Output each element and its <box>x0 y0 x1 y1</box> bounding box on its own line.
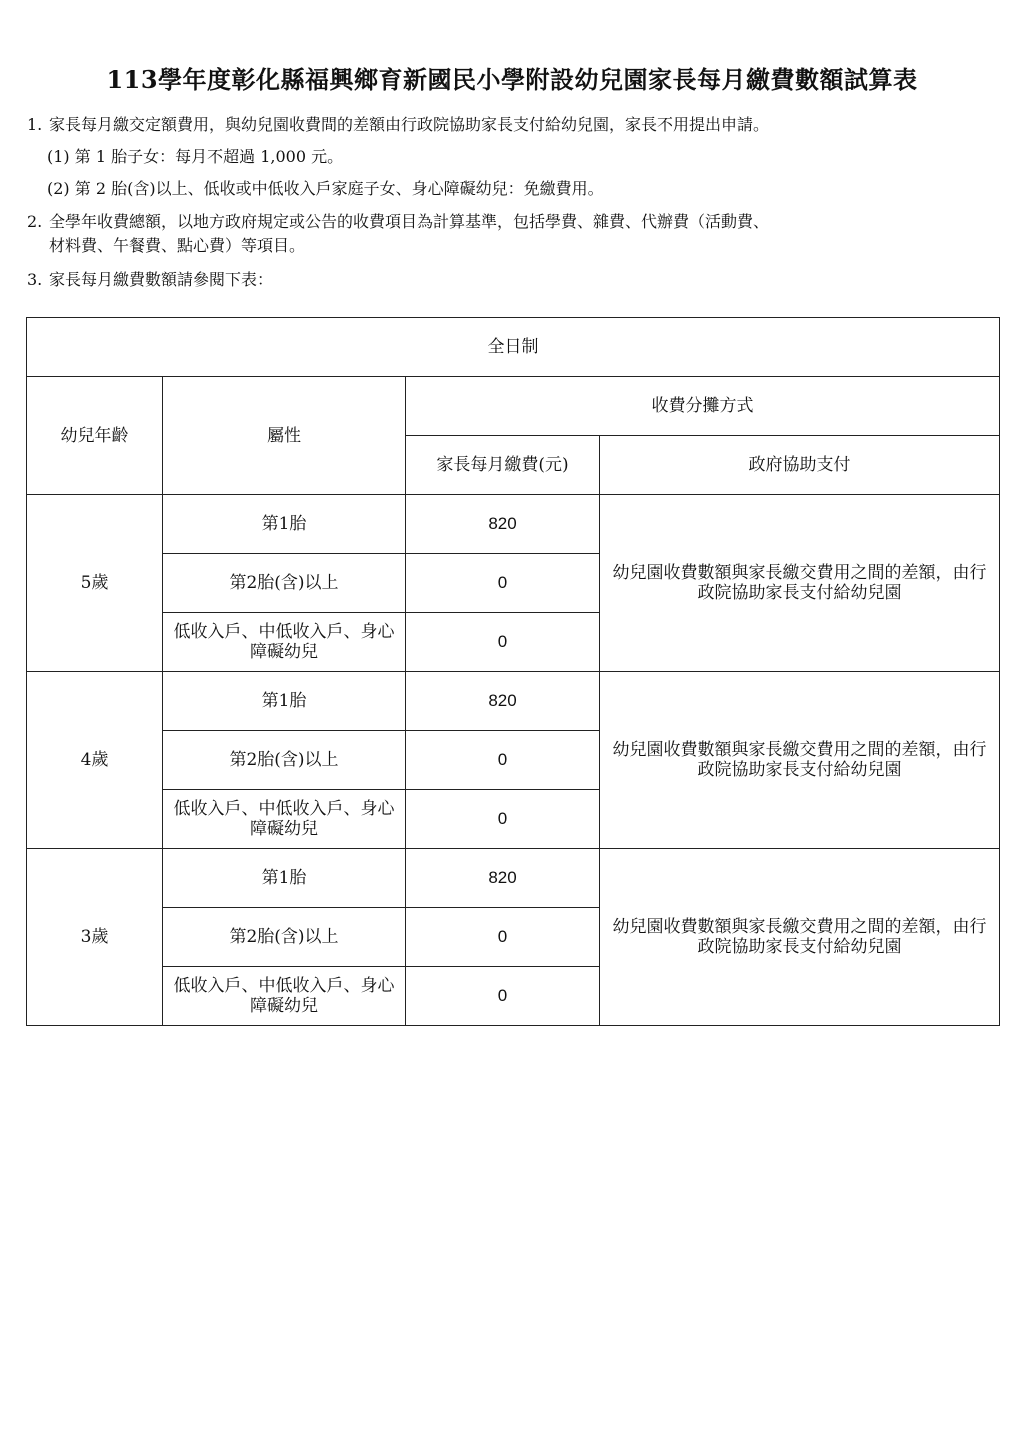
note-1 <box>27 114 769 136</box>
parent-fee-cell: 0 <box>406 908 600 967</box>
attribute-cell: 第2胎(含)以上 <box>163 554 406 613</box>
table-row <box>27 849 1000 908</box>
fee-table <box>26 317 1000 1026</box>
gov-pay-cell: 幼兒園收費數額與家長繳交費用之間的差額，由行政院協助家長支付給幼兒園 <box>600 495 1000 672</box>
parent-fee-cell: 820 <box>406 495 600 554</box>
note-1-number: 1. <box>27 115 43 134</box>
note-2-text-cont: 材料費、午餐費、點心費）等項目。 <box>49 236 306 255</box>
document-title: 113學年度彰化縣福興鄉育新國民小學附設幼兒園家長每月繳費數額試算表 <box>106 65 918 94</box>
note-1-sub-1: (1) 第 1 胎子女：每月不超過 1,000 元。 <box>47 147 344 166</box>
note-2 <box>27 211 769 233</box>
attribute-cell: 第1胎 <box>163 672 406 731</box>
note-3-number: 3. <box>27 270 43 289</box>
note-3-text: 家長每月繳費數額請參閱下表： <box>49 270 274 289</box>
parent-fee-cell: 0 <box>406 554 600 613</box>
header-age: 幼兒年齡 <box>27 377 163 495</box>
parent-fee-cell: 0 <box>406 790 600 849</box>
note-3 <box>27 269 273 291</box>
parent-fee-cell: 820 <box>406 672 600 731</box>
header-attribute: 屬性 <box>163 377 406 495</box>
table-caption-row <box>27 318 1000 377</box>
attribute-cell: 第2胎(含)以上 <box>163 731 406 790</box>
attribute-cell: 第1胎 <box>163 849 406 908</box>
note-1-text: 家長每月繳交定額費用，與幼兒園收費間的差額由行政院協助家長支付給幼兒園，家長不用提出申請。 <box>49 115 770 134</box>
parent-fee-cell: 0 <box>406 613 600 672</box>
parent-fee-cell: 820 <box>406 849 600 908</box>
table-row <box>27 672 1000 731</box>
attribute-cell: 第2胎(含)以上 <box>163 908 406 967</box>
age-cell: 3歲 <box>27 849 163 1026</box>
parent-fee-cell: 0 <box>406 967 600 1026</box>
attribute-cell: 第1胎 <box>163 495 406 554</box>
attribute-cell: 低收入戶、中低收入戶、身心障礙幼兒 <box>163 967 406 1026</box>
table-row <box>27 495 1000 554</box>
attribute-cell: 低收入戶、中低收入戶、身心障礙幼兒 <box>163 790 406 849</box>
gov-pay-cell: 幼兒園收費數額與家長繳交費用之間的差額，由行政院協助家長支付給幼兒園 <box>600 672 1000 849</box>
age-cell: 5歲 <box>27 495 163 672</box>
note-2-number: 2. <box>27 212 43 231</box>
note-2-text: 全學年收費總額，以地方政府規定或公告的收費項目為計算基準，包括學費、雜費、代辦費（活動費、 <box>49 212 770 231</box>
attribute-cell: 低收入戶、中低收入戶、身心障礙幼兒 <box>163 613 406 672</box>
header-row-1 <box>27 377 1000 436</box>
header-gov-pay: 政府協助支付 <box>600 436 1000 495</box>
table-caption: 全日制 <box>27 318 1000 377</box>
note-1-sub-2: (2) 第 2 胎(含)以上、低收或中低收入戶家庭子女、身心障礙幼兒：免繳費用。 <box>47 179 604 198</box>
gov-pay-cell: 幼兒園收費數額與家長繳交費用之間的差額，由行政院協助家長支付給幼兒園 <box>600 849 1000 1026</box>
age-cell: 4歲 <box>27 672 163 849</box>
parent-fee-cell: 0 <box>406 731 600 790</box>
header-fee-split: 收費分攤方式 <box>406 377 1000 436</box>
header-parent-fee: 家長每月繳費(元) <box>406 436 600 495</box>
